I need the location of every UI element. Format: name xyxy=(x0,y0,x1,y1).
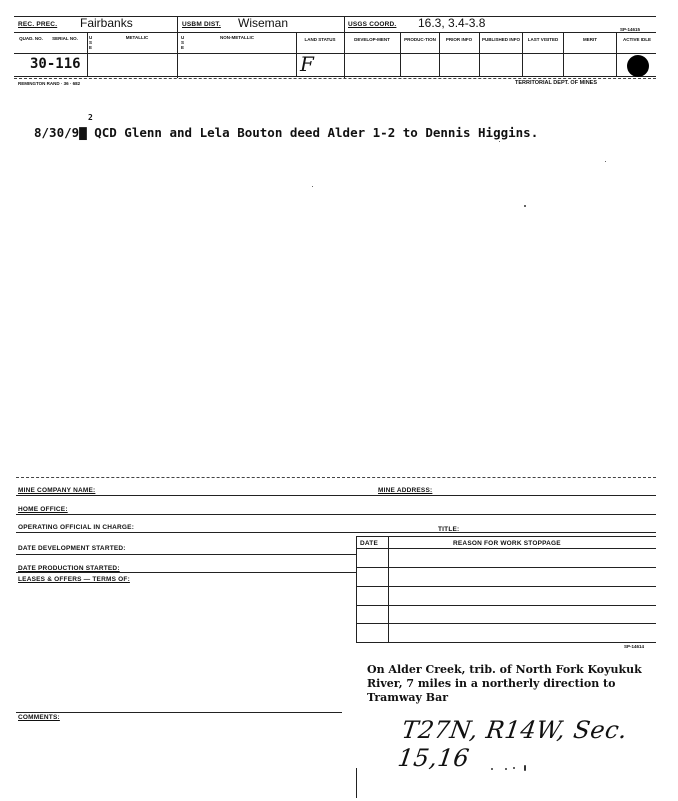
deed-note: 8/30/9▇ QCD Glenn and Lela Bouton deed Alder 1-2 to Dennis Higgins. xyxy=(34,125,539,140)
header-mid-rule xyxy=(14,32,656,33)
speck xyxy=(312,186,313,187)
divider-dev xyxy=(400,32,401,76)
metallic-header: METALLIC xyxy=(125,35,149,40)
lower-form-top-dashed xyxy=(16,477,656,478)
development-header: DEVELOP-MENT xyxy=(354,37,390,42)
divider-serial xyxy=(87,32,88,76)
comments-side-line xyxy=(356,768,357,798)
active-idle-header: ACTIVE IDLE xyxy=(622,37,651,42)
usbm-dist-value: Wiseman xyxy=(238,16,289,30)
header-bottom-dashed xyxy=(14,78,656,79)
prior-info-header: PRIOR INFO xyxy=(445,37,473,42)
speck xyxy=(499,141,500,142)
form-number-bottom: SP-14614 xyxy=(624,644,645,649)
stoppage-left-border xyxy=(356,536,357,642)
use-letters-1: U S E xyxy=(89,35,93,50)
production-header: PRODUC-TION xyxy=(404,37,436,42)
stoppage-row-3 xyxy=(356,605,656,606)
merit-header: MERIT xyxy=(583,37,597,42)
speck xyxy=(524,205,526,207)
stoppage-row-4 xyxy=(356,623,656,624)
date-development-label: DATE DEVELOPMENT STARTED: xyxy=(18,545,126,552)
development-rule xyxy=(16,554,356,555)
published-info-header: PUBLISHED INFO xyxy=(481,37,520,42)
leases-offers-label: LEASES & OFFERS — TERMS OF: xyxy=(18,576,130,583)
speck xyxy=(524,765,526,771)
comments-label: COMMENTS: xyxy=(18,714,60,721)
usgs-coord-label: USGS COORD. xyxy=(348,21,397,28)
divider-pub xyxy=(522,32,523,76)
divider-land xyxy=(296,32,297,76)
divider-prior xyxy=(479,32,480,76)
rec-prec-label: REC. PREC. xyxy=(18,21,58,28)
comments-rule xyxy=(16,712,342,713)
serial-no-header: SERIAL NO. xyxy=(52,36,78,41)
stoppage-row-5 xyxy=(356,642,656,643)
mine-address-label: MINE ADDRESS: xyxy=(378,487,433,494)
location-description: On Alder Creek, trib. of North Fork Koyukuk River, 7 miles in a northerly direction to Tramway Bar xyxy=(367,663,642,704)
usgs-coord-value: 16.3, 3.4-3.8 xyxy=(418,16,486,30)
stoppage-date-header: DATE xyxy=(360,540,379,547)
speck xyxy=(513,767,515,769)
dept-mark: TERRITORIAL DEPT. OF MINES xyxy=(515,80,597,86)
divider-1 xyxy=(177,16,178,78)
official-rule xyxy=(16,532,656,533)
mine-company-name-label: MINE COMPANY NAME: xyxy=(18,487,96,494)
active-status-dot xyxy=(627,55,649,77)
stoppage-row-2 xyxy=(356,586,656,587)
record-row-rule xyxy=(14,76,656,77)
column-header-rule xyxy=(14,53,656,54)
usbm-dist-label: USBM DIST. xyxy=(182,21,221,28)
home-office-rule xyxy=(16,514,656,515)
last-visited-header: LAST VISITED xyxy=(527,37,559,42)
date-production-label: DATE PRODUCTION STARTED: xyxy=(18,565,120,572)
stoppage-date-divider xyxy=(388,536,389,642)
stoppage-table-top xyxy=(356,536,656,537)
title-label: TITLE: xyxy=(438,526,460,533)
quad-no-header: QUAD. NO. xyxy=(19,36,43,41)
speck xyxy=(505,768,507,770)
divider-2 xyxy=(344,16,345,78)
speck xyxy=(605,161,606,162)
divider-prod xyxy=(439,32,440,76)
rec-prec-value: Fairbanks xyxy=(80,16,133,30)
land-status-header: LAND STATUS xyxy=(304,37,336,42)
speck xyxy=(491,768,493,770)
printer-mark: REMINGTON RAND · 36 · 682 xyxy=(18,81,81,86)
quad-serial-value: 30-116 xyxy=(30,56,81,72)
non-metallic-header: NON-METALLIC xyxy=(220,35,254,40)
production-rule xyxy=(16,572,356,573)
stoppage-row-1 xyxy=(356,567,656,568)
stoppage-reason-header: REASON FOR WORK STOPPAGE xyxy=(453,540,561,547)
stoppage-header-rule xyxy=(356,548,656,549)
form-number-top: SP-14615 xyxy=(620,27,641,32)
company-rule xyxy=(16,495,656,496)
land-status-mark: F xyxy=(300,52,314,76)
operating-official-label: OPERATING OFFICIAL IN CHARGE: xyxy=(18,524,135,531)
date-superscript: 2 xyxy=(88,113,93,122)
home-office-label: HOME OFFICE: xyxy=(18,506,68,513)
handwritten-legal-location: T27N, R14W, Sec. 15,16 xyxy=(396,716,630,772)
divider-last xyxy=(563,32,564,76)
use-letters-2: U S E xyxy=(181,35,185,50)
divider-merit xyxy=(616,32,617,76)
